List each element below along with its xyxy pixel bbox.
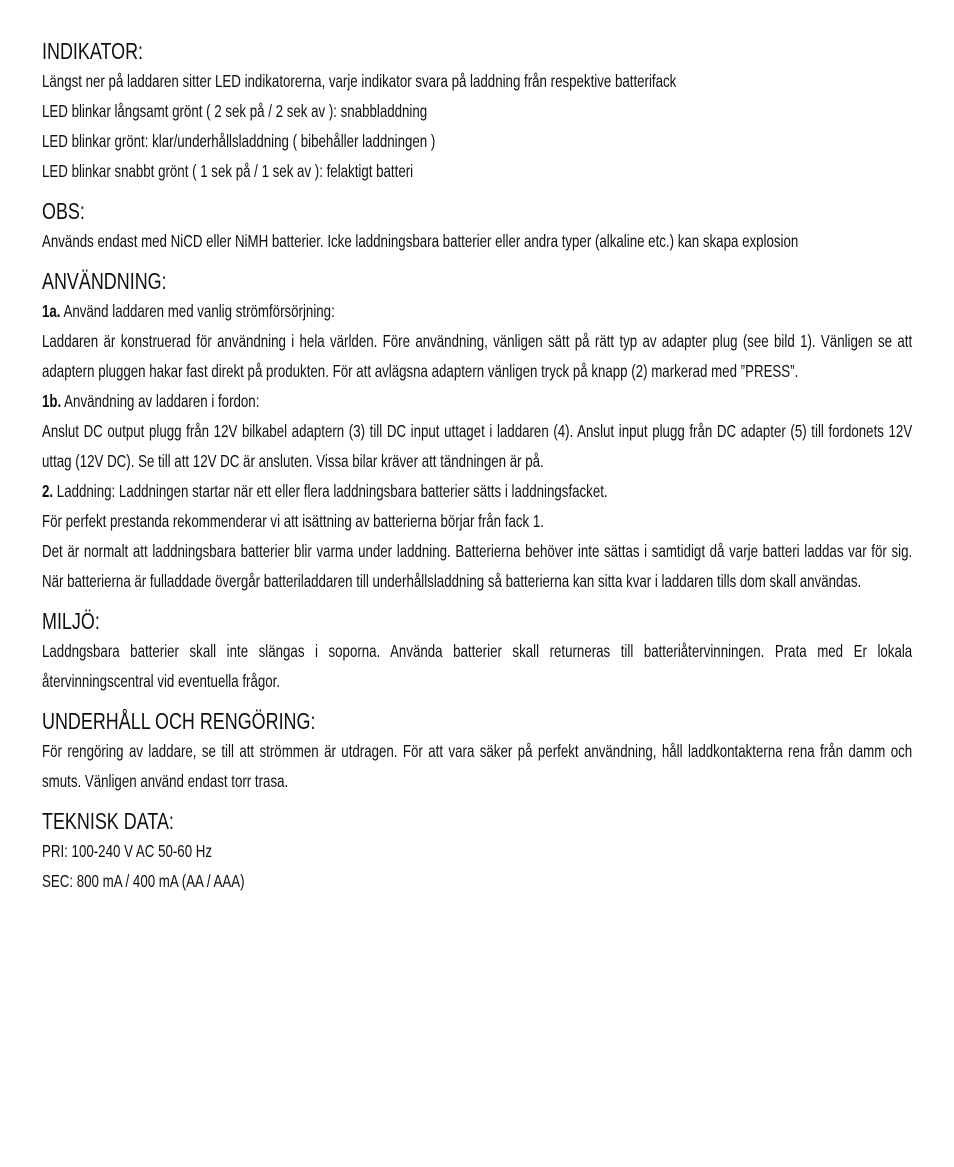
obs-section xyxy=(42,196,912,256)
obs-text: Används endast med NiCD eller NiMH batterier. Icke laddningsbara batterier eller andra typer (alkaline etc.) kan skapa explosion xyxy=(42,231,799,251)
step-2-line: För perfekt prestanda rekommenderar vi att isättning av batterierna börjar från fack 1. xyxy=(42,511,544,531)
step-2-title-text: Laddning: Laddningen startar när ett eller flera laddningsbara batterier sätts i laddningsfacket. xyxy=(53,481,608,501)
step-1a-title xyxy=(42,296,703,326)
indikator-heading: INDIKATOR: xyxy=(42,38,144,64)
underhall-text: För rengöring av laddare, se till att strömmen är utdragen. För att vara säker på perfekt användning, håll laddkontakterna rena från damm och smuts. Vänligen använd endast torr trasa. xyxy=(42,741,913,791)
step-1b-text: Anslut DC output plugg från 12V bilkabel adaptern (3) till DC input uttaget i laddaren (4). Anslut input plugg från DC adapter (5) till fordonets 12V uttag (12V DC). Se till att 12V DC är ansluten. Vissa bilar kräver att tändningen är på. xyxy=(42,421,913,471)
step-1b-label: 1b. xyxy=(42,391,62,411)
teknisk-pri: PRI: 100-240 V AC 50-60 Hz xyxy=(42,841,213,861)
anvandning-heading: ANVÄNDNING: xyxy=(42,268,167,294)
teknisk-sec: SEC: 800 mA / 400 mA (AA / AAA) xyxy=(42,871,245,891)
step-1a-title-text: Använd laddaren med vanlig strömförsörjning: xyxy=(60,301,335,321)
indikator-line: LED blinkar långsamt grönt ( 2 sek på / 2 sek av ): snabbladdning xyxy=(42,101,428,121)
step-1a-text: Laddaren är konstruerad för användning i hela världen. Före användning, vänligen sätt på rätt typ av adapter plug (see bild 1). Vänligen se att adaptern pluggen hakar fast direkt på produkten. För att avlägsna adaptern vänligen tryck på knapp (2) markerad med ”PRESS”. xyxy=(42,331,913,381)
teknisk-heading: TEKNISK DATA: xyxy=(42,808,174,834)
step-2-text: Det är normalt att laddningsbara batterier blir varma under laddning. Batterierna behöver inte sättas i samtidigt då varje batteri laddas var för sig. När batterierna är fulladdade övergår batteriladdaren till underhållsladdning så batterierna kan sitta kvar i laddaren tills dom skall användas. xyxy=(42,541,913,591)
miljo-text: Laddngsbara batterier skall inte slängas i soporna. Använda batterier skall returneras till batteriåtervinningen. Prata med Er lokala återvinningscentral vid eventuella frågor. xyxy=(42,641,913,691)
indikator-line: Längst ner på laddaren sitter LED indikatorerna, varje indikator svara på laddning från respektive batterifack xyxy=(42,71,677,91)
step-1b-title xyxy=(42,386,703,416)
miljo-section xyxy=(42,606,912,696)
anvandning-section xyxy=(42,266,912,596)
underhall-section xyxy=(42,706,912,796)
obs-heading: OBS: xyxy=(42,198,85,224)
indikator-line: LED blinkar snabbt grönt ( 1 sek på / 1 sek av ): felaktigt batteri xyxy=(42,161,414,181)
step-2-title xyxy=(42,476,703,506)
manual-page xyxy=(42,36,912,896)
step-1b-title-text: Användning av laddaren i fordon: xyxy=(61,391,260,411)
teknisk-section xyxy=(42,806,912,896)
step-2-label: 2. xyxy=(42,481,54,501)
indikator-section xyxy=(42,36,912,186)
step-1a-label: 1a. xyxy=(42,301,61,321)
underhall-heading: UNDERHÅLL OCH RENGÖRING: xyxy=(42,708,316,734)
miljo-heading: MILJÖ: xyxy=(42,608,100,634)
indikator-line: LED blinkar grönt: klar/underhållsladdning ( bibehåller laddningen ) xyxy=(42,131,436,151)
